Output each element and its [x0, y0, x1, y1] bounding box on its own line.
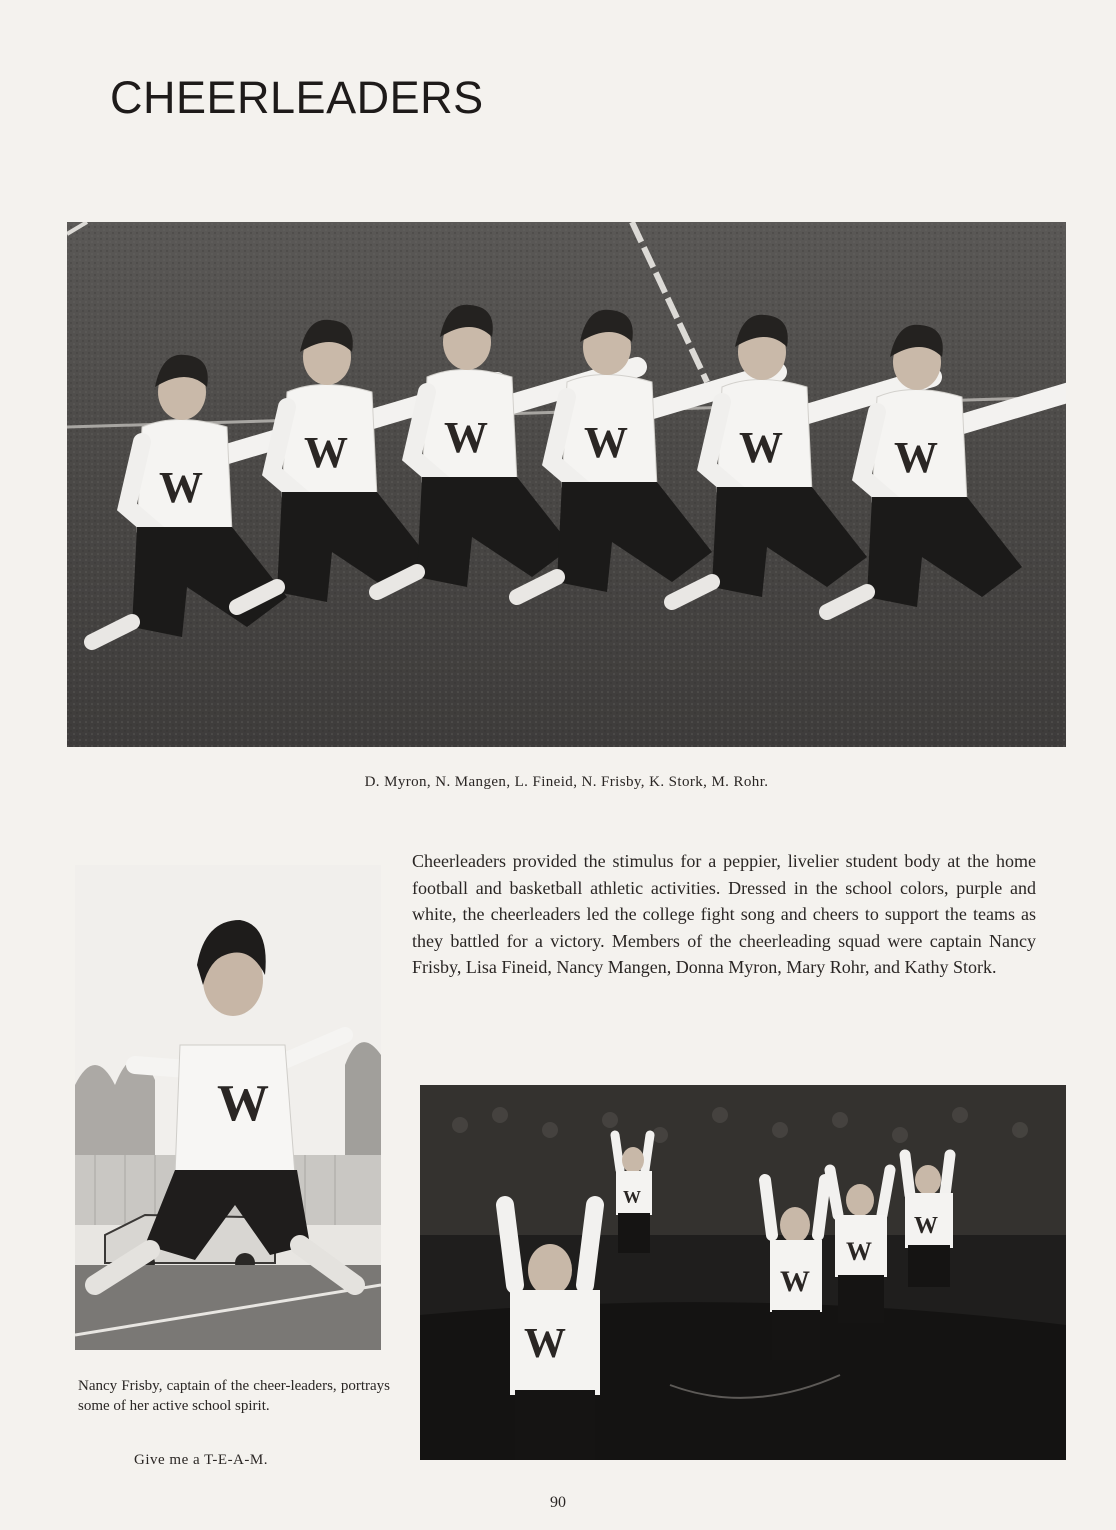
- svg-text:W: W: [894, 433, 938, 482]
- article-body: Cheerleaders provided the stimulus for a peppier, livelier student body at the home football and basketball athletic activities. Dressed in the school colors, purple and white, the cheerleaders led the college fight song and cheers to support the teams as they battled for a victory. Members of the cheerleading squad were captain Nancy Frisby, Lisa Fineid, Nancy Mangen, Donna Myron, Mary Rohr, and Kathy Stork.: [412, 851, 1036, 977]
- captain-photo: [75, 865, 381, 1350]
- team-photo: [67, 222, 1066, 747]
- svg-text:W: W: [914, 1213, 938, 1239]
- page-number: 90: [550, 1494, 566, 1511]
- gym-photo-caption: Give me a T-E-A-M.: [134, 1452, 268, 1468]
- svg-text:W: W: [217, 1075, 269, 1132]
- svg-text:W: W: [444, 413, 488, 462]
- gym-photo: [420, 1085, 1066, 1460]
- captain-photo-caption: Nancy Frisby, captain of the cheer-leaders, portrays some of her active school spirit.: [78, 1378, 390, 1414]
- svg-text:W: W: [584, 418, 628, 467]
- svg-text:W: W: [739, 423, 783, 472]
- svg-text:W: W: [159, 463, 203, 512]
- svg-text:W: W: [524, 1321, 566, 1367]
- svg-text:W: W: [780, 1265, 810, 1298]
- svg-text:W: W: [846, 1237, 872, 1266]
- page-title: CHEERLEADERS: [110, 72, 484, 123]
- svg-text:W: W: [304, 428, 348, 477]
- team-photo-caption: D. Myron, N. Mangen, L. Fineid, N. Frisby, K. Stork, M. Rohr.: [364, 774, 769, 790]
- svg-text:W: W: [623, 1187, 641, 1207]
